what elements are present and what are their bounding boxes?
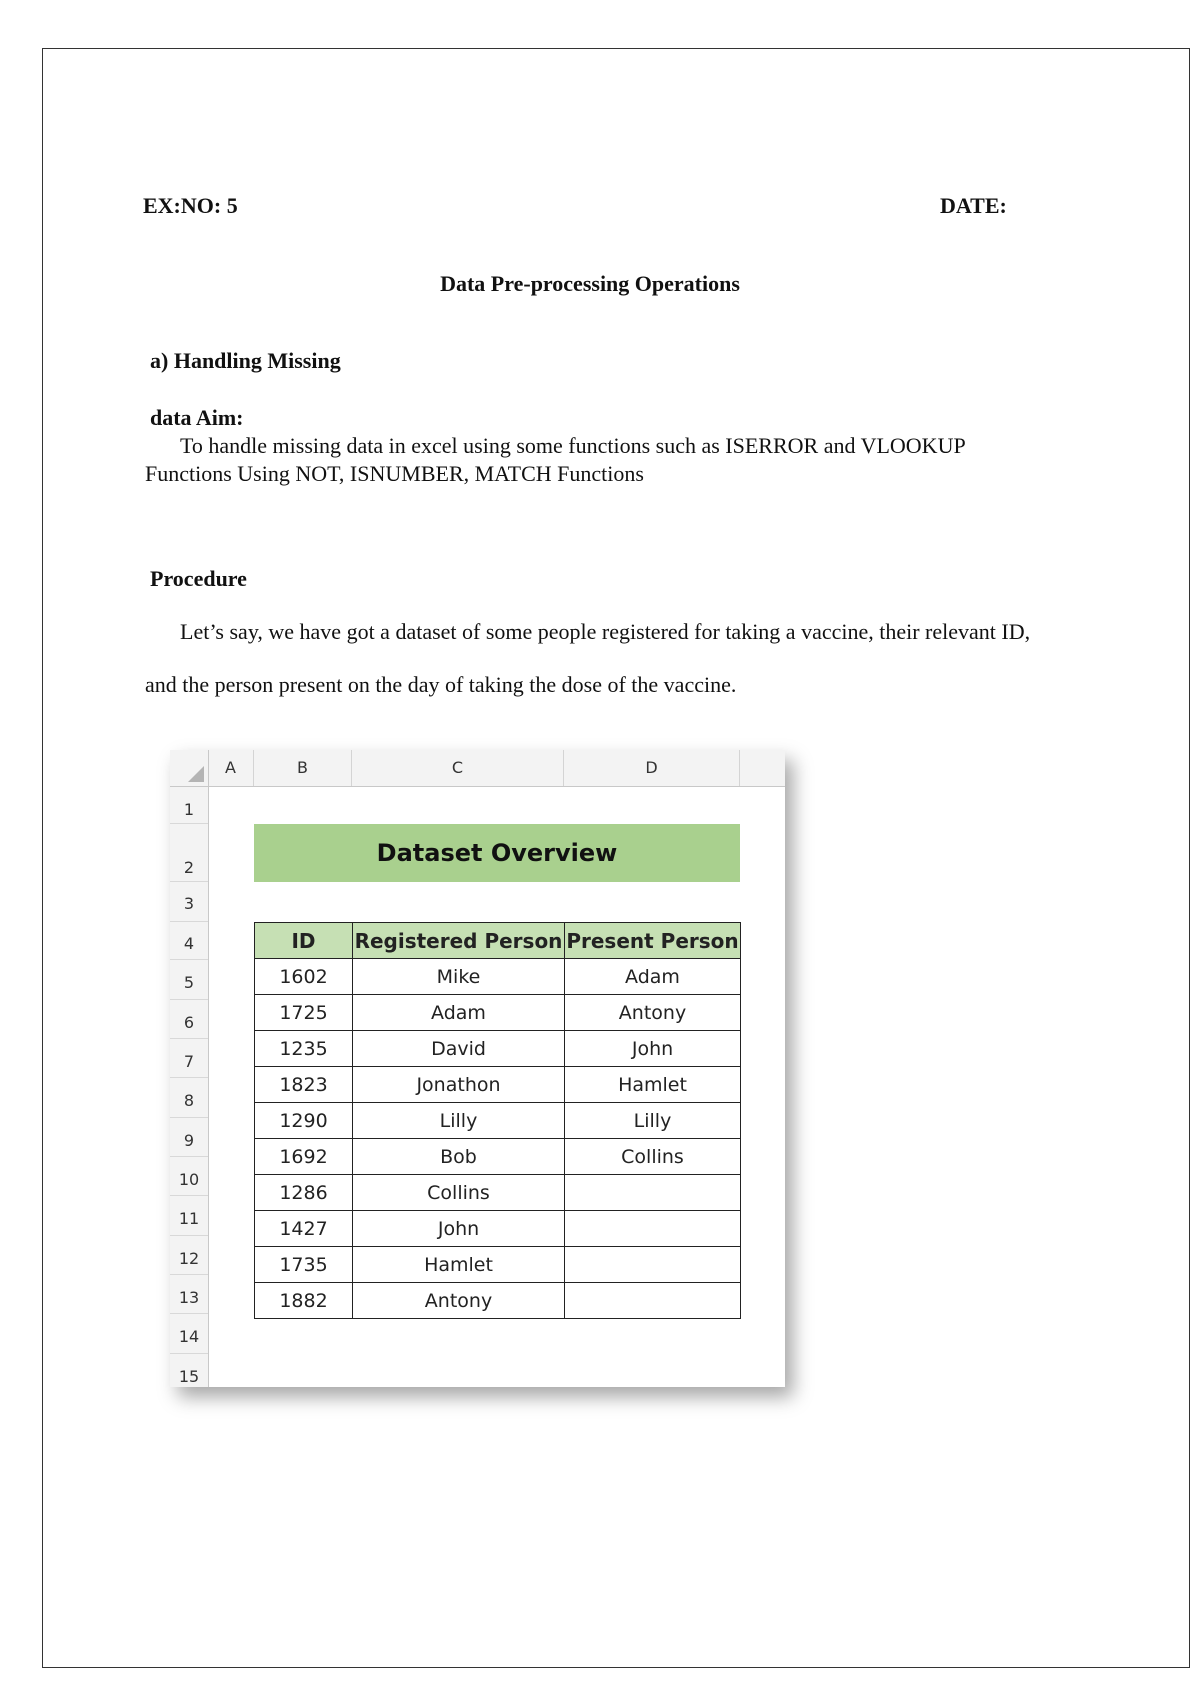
cell-id: 1286	[255, 1175, 353, 1211]
table-row	[255, 1067, 741, 1103]
cell-id: 1235	[255, 1031, 353, 1067]
cell-registered-person: Mike	[353, 959, 565, 995]
table-row	[255, 1283, 741, 1319]
cell-registered-person: Lilly	[353, 1103, 565, 1139]
row-header-3: 3	[170, 882, 208, 922]
cell-present-person: Adam	[565, 959, 741, 995]
cell-registered-person: David	[353, 1031, 565, 1067]
row-header-5: 5	[170, 960, 208, 1000]
row-header-15: 15	[170, 1354, 208, 1387]
table-row	[255, 959, 741, 995]
cell-id: 1692	[255, 1139, 353, 1175]
cell-present-person	[565, 1175, 741, 1211]
table-header-row	[255, 923, 741, 959]
row-header-1: 1	[170, 786, 208, 824]
table-row	[255, 1247, 741, 1283]
row-header-2: 2	[170, 824, 208, 882]
row-header-9: 9	[170, 1118, 208, 1157]
cell-registered-person: Collins	[353, 1175, 565, 1211]
cell-present-person	[565, 1211, 741, 1247]
aim-text-line-2: Functions Using NOT, ISNUMBER, MATCH Functions	[145, 461, 644, 486]
table-row	[255, 995, 741, 1031]
cell-present-person: Hamlet	[565, 1067, 741, 1103]
row-header-10: 10	[170, 1157, 208, 1196]
column-header-d: D	[564, 750, 740, 786]
row-header-7: 7	[170, 1039, 208, 1078]
cell-registered-person: Hamlet	[353, 1247, 565, 1283]
cell-present-person: Lilly	[565, 1103, 741, 1139]
cell-present-person: Collins	[565, 1139, 741, 1175]
cell-id: 1602	[255, 959, 353, 995]
column-header-b: B	[254, 750, 352, 786]
header-registered-person: Registered Person	[353, 923, 565, 959]
cell-id: 1427	[255, 1211, 353, 1247]
exercise-number: EX:NO: 5	[143, 193, 238, 218]
procedure-text-line-1: Let’s say, we have got a dataset of some people registered for taking a vaccine, their relevant ID,	[180, 619, 1031, 644]
cell-present-person	[565, 1283, 741, 1319]
row-header-13: 13	[170, 1275, 208, 1314]
row-header-6: 6	[170, 1000, 208, 1039]
cell-id: 1882	[255, 1283, 353, 1319]
procedure-label: Procedure	[150, 566, 247, 591]
cell-present-person	[565, 1247, 741, 1283]
cell-present-person: John	[565, 1031, 741, 1067]
cell-registered-person: Adam	[353, 995, 565, 1031]
aim-label: data Aim:	[150, 405, 244, 430]
column-header-c: C	[352, 750, 564, 786]
table-row	[255, 1139, 741, 1175]
cell-id: 1735	[255, 1247, 353, 1283]
column-header-a: A	[208, 750, 254, 786]
cell-registered-person: Jonathon	[353, 1067, 565, 1103]
spreadsheet-screenshot	[170, 750, 785, 1387]
cell-registered-person: Antony	[353, 1283, 565, 1319]
table-row	[255, 1103, 741, 1139]
table-row	[255, 1211, 741, 1247]
cell-id: 1823	[255, 1067, 353, 1103]
row-header-4: 4	[170, 922, 208, 960]
dataset-table	[254, 922, 741, 1319]
section-heading: a) Handling Missing	[150, 348, 341, 373]
page-title: Data Pre-processing Operations	[440, 271, 740, 296]
date-label: DATE:	[940, 193, 1007, 218]
select-all-icon	[188, 766, 204, 782]
row-header-12: 12	[170, 1236, 208, 1275]
cell-registered-person: John	[353, 1211, 565, 1247]
procedure-text-line-2: and the person present on the day of taking the dose of the vaccine.	[145, 672, 737, 697]
cell-present-person: Antony	[565, 995, 741, 1031]
cell-registered-person: Bob	[353, 1139, 565, 1175]
aim-text-line-1: To handle missing data in excel using some functions such as ISERROR and VLOOKUP	[180, 433, 966, 458]
dataset-title: Dataset Overview	[254, 824, 740, 882]
table-row	[255, 1175, 741, 1211]
select-all-corner	[170, 750, 209, 787]
row-header-11: 11	[170, 1196, 208, 1236]
table-row	[255, 1031, 741, 1067]
cell-id: 1725	[255, 995, 353, 1031]
header-present-person: Present Person	[565, 923, 741, 959]
row-header-8: 8	[170, 1078, 208, 1118]
row-header-14: 14	[170, 1314, 208, 1354]
header-id: ID	[255, 923, 353, 959]
cell-id: 1290	[255, 1103, 353, 1139]
